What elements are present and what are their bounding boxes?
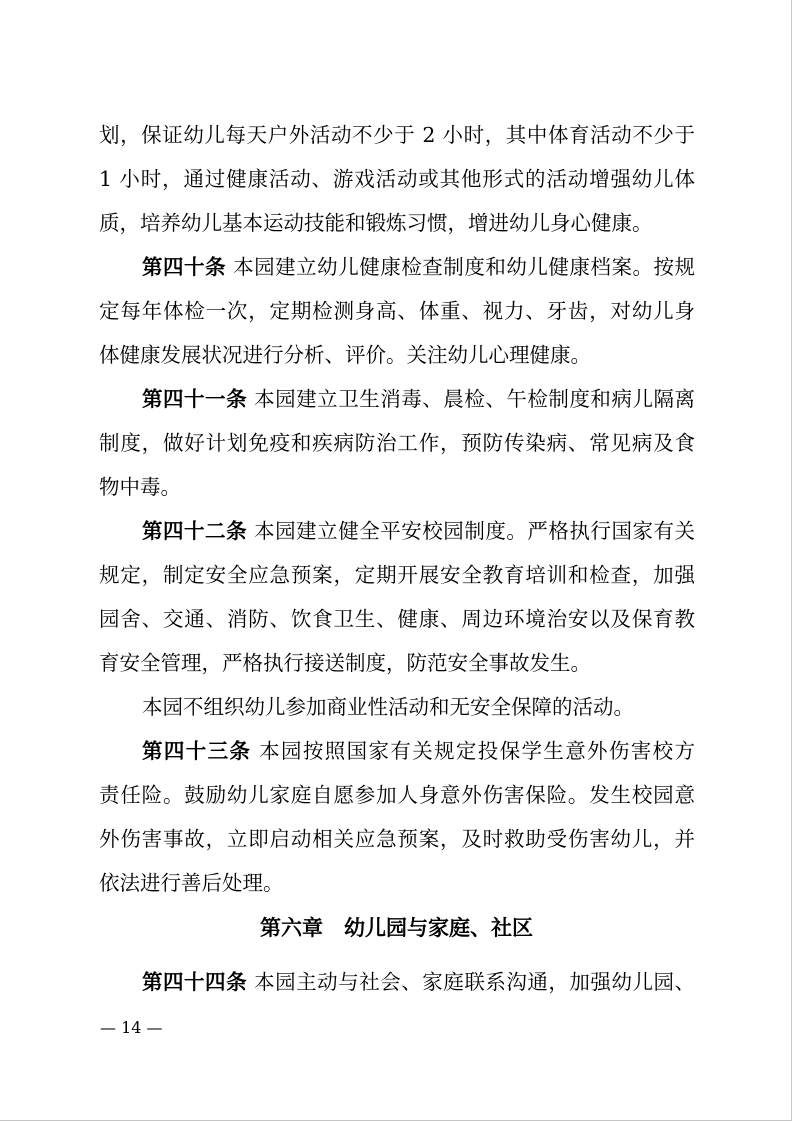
- article-44: [99, 965, 695, 999]
- article-44-line: 第四十四条 本园主动与社会、家庭联系沟通，加强幼儿园、: [142, 970, 696, 994]
- article-40-title: 第四十条: [142, 255, 227, 279]
- paragraph-line: 质，培养幼儿基本运动技能和锻炼习惯，增进幼儿身心健康。: [99, 211, 653, 235]
- paragraph-line: 划，保证幼儿每天户外活动不少于 2 小时，其中体育活动不少于: [99, 123, 695, 147]
- paragraph-line: 定每年体检一次，定期检测身高、体重、视力、牙齿，对幼儿身: [99, 299, 695, 323]
- paragraph-line: 依法进行善后处理。: [99, 871, 284, 895]
- article-42-title: 第四十二条: [142, 519, 248, 543]
- paragraph-line: 责任险。鼓励幼儿家庭自愿参加人身意外伤害保险。发生校园意: [99, 783, 695, 807]
- article-43-title: 第四十三条: [142, 739, 252, 763]
- chapter-heading: 第六章 幼儿园与家庭、社区: [260, 916, 533, 940]
- paragraph-line: 外伤害事故，立即启动相关应急预案，及时救助受伤害幼儿，并: [99, 827, 695, 851]
- page-number: — 14 —: [100, 1018, 163, 1037]
- paragraph-line: 1 小时，通过健康活动、游戏活动或其他形式的活动增强幼儿体: [99, 167, 695, 191]
- article-44-title: 第四十四条: [142, 970, 248, 994]
- article-43-line: 第四十三条 本园按照国家有关规定投保学生意外伤害校方: [142, 739, 695, 763]
- paragraph-line: 本园不组织幼儿参加商业性活动和无安全保障的活动。: [142, 695, 634, 719]
- article-41-line: 第四十一条 本园建立卫生消毒、晨检、午检制度和病儿隔离: [142, 387, 696, 411]
- article-40-line: 第四十条 本园建立幼儿健康检查制度和幼儿健康档案。按规: [142, 255, 696, 279]
- paragraph-line: 园舍、交通、消防、饮食卫生、健康、周边环境治安以及保育教: [99, 607, 695, 631]
- article-42-line: 第四十二条 本园建立健全平安校园制度。严格执行国家有关: [142, 519, 696, 543]
- paragraph-line: 规定，制定安全应急预案，定期开展安全教育培训和检查，加强: [99, 563, 695, 587]
- paragraph-line: 制度，做好计划免疫和疾病防治工作，预防传染病、常见病及食: [99, 431, 695, 455]
- paragraph-line: 育安全管理，严格执行接送制度，防范安全事故发生。: [99, 651, 591, 675]
- article-41-title: 第四十一条: [142, 387, 248, 411]
- paragraph-line: 体健康发展状况进行分析、评价。关注幼儿心理健康。: [99, 343, 591, 367]
- document-body: [99, 118, 695, 900]
- paragraph-line: 物中毒。: [99, 475, 181, 499]
